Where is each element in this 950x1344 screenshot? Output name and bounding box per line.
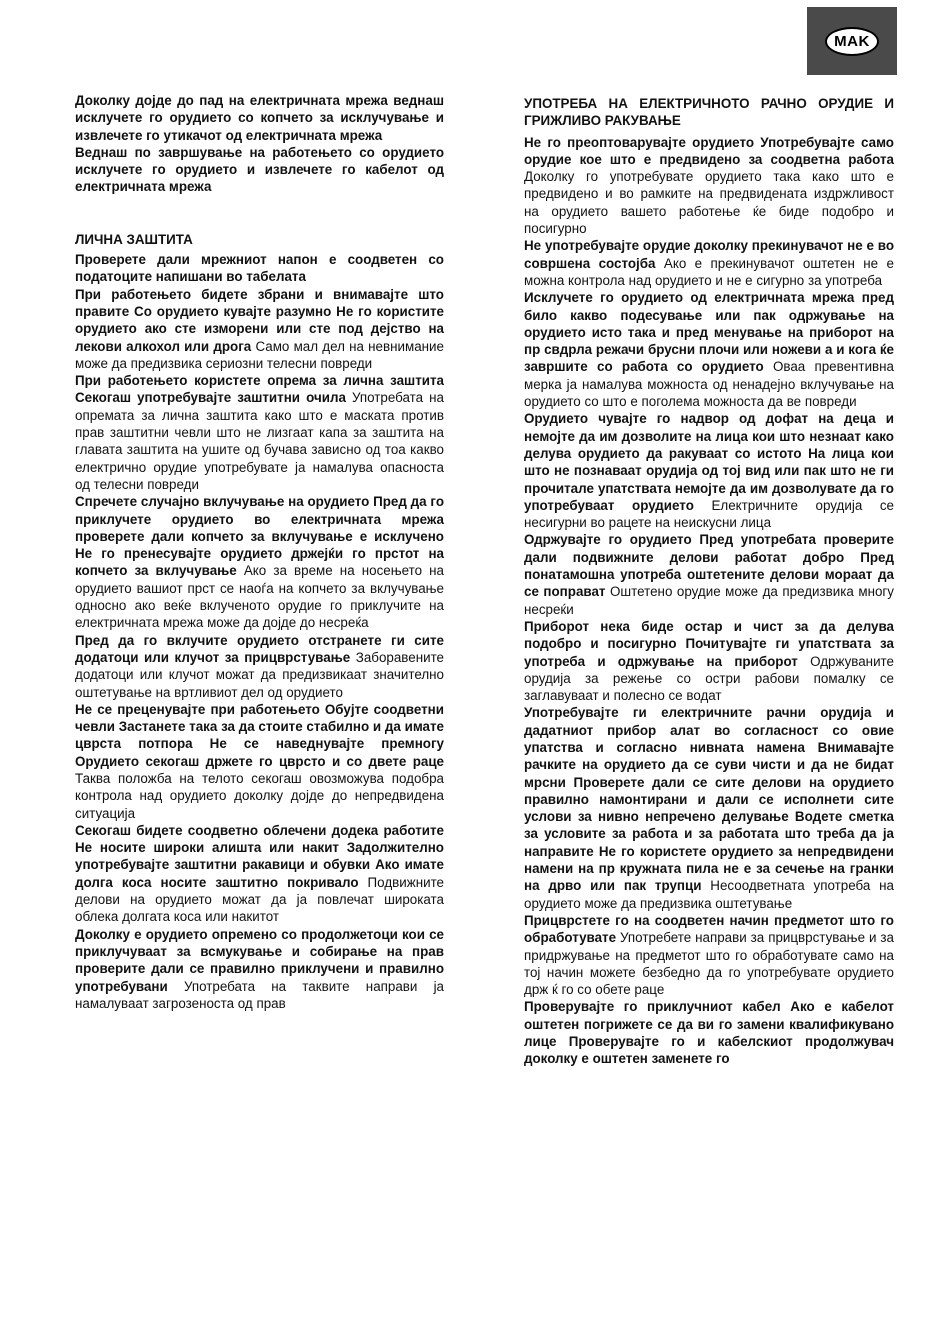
paragraph: При работењето користете опрема за лична заштита Секогаш употребувајте заштитни очила Употребата на опремата за лична заштита како што е маската против прав заштитни чевли што не лизгаат капа за заштита на главата заштита на ушите од бучава зависно од тоа какво електрично орудие употребувате ја намалува опасноста од телесни повреди: [75, 373, 444, 492]
paragraph: Одржувајте го орудието Пред употребата проверите дали подвижните делови работат добро Пред понатамошна употреба оштетените делови мораат да се поправат Оштетено орудие може да предизвика многу несреќи: [524, 532, 894, 617]
paragraph: Прицврстете го на соодветен начин предметот што го обработувате Употребете направи за прицврстување и за придржување на предметот што го обработувате само на тој начин можете безбедно да го употребувате орудието држ ќ го со обете раце: [524, 912, 894, 998]
paragraph: Спречете случајно вклучување на орудието Пред да го приклучете орудието во електричната мрежа проверете дали копчето за вклучување е исклучено Не го пренесувајте орудието држејќи го прстот на копчето за вклучување Ако за време на носењето на орудието вашиот прст се наоѓа на копчето за вклучување односно ако веќе вклученото орудие го приклучите на електричната мрежа може да дојде до несреќа: [75, 494, 444, 631]
paragraph: Употребувајте ги електричните рачни орудија и дадатниот прибор алат во согласност со овие упатства и согласно нивната намена Внимавајте рачките на орудието да се суви чисти и да не бидат мрсни Проверете дали се сите делови на орудието правилно намонтирани и дали се исполнети сите услови за нивно непречено делување Водете сметка за условите за работа и за работата што треба да ја направите Не го користете орудието за непредвидени намени на пр кружната пила не е за сечење на гранки на дрво или пак трупци Несоодветната употреба на орудието може да предизвика оштетување: [524, 705, 894, 911]
paragraph: Секогаш бидете соодветно облечени додека работите Не носите широки алишта или накит Задолжително употребувајте заштитни ракавици и обувки Ако имате долга коса носите заштитно покривало Подвижните делови на орудието можат да ја повлечат широката облека долгата коса или накитот: [75, 822, 445, 925]
paragraph: Исклучете го орудието од електричната мрежа пред било какво подесување или пак одржување на орудието исто така и пред менување на приборот на пр свдрла режачи брусни плочи или ножеви а и кога ќе завршите со работа со орудието Оваа превентивна мерка ја намалува можноста од ненадејно вклучување на орудието со што е поголема можноста да ве повреди: [524, 290, 894, 410]
language-tab: [807, 7, 897, 75]
paragraph: Доколку дојде до пад на електричната мрежа веднаш исклучете го орудието со копчето за исклучување и извлечете го утикачот од електричната мрежа: [75, 93, 444, 143]
section-heading: ЛИЧНА ЗАШТИТА: [75, 231, 193, 247]
section-heading: УПОТРЕБА НА ЕЛЕКТРИЧНОТО РАЧНО ОРУДИЕ И ГРИЖЛИВО РАКУВАЊЕ: [524, 96, 894, 129]
left-column: [75, 92, 444, 1012]
paragraph: Веднаш по завршување на работењето со орудието исклучете го орудието и извлечете го кабелот од електричната мрежа: [75, 144, 444, 195]
paragraph: Доколку е орудието опремено со продолжетоци кои се приклучуваат за всмукување и собирање на прав проверите дали се правилно приклучени и правилно употребувани Употребата на таквите направи ја намалуваат загрозеноста од прав: [75, 926, 444, 1011]
paragraph: Пред да го вклучите орудието отстранете ги сите додатоци или клучот за прицврстување Заборавените додатоци или клучот можат да предизвикаат значително оштетување на вртливиот дел од орудието: [75, 632, 445, 700]
paragraph: Проверувајте го приклучниот кабел Ако е кабелот оштетен погрижете се да ви го замени квалификувано лице Проверувајте го и кабелскиот продолжувач доколку е оштетен заменете го: [524, 999, 894, 1067]
language-badge: MAK: [825, 27, 879, 56]
paragraph: Не употребувајте орудие доколку прекинувачот не е во совршена состојба Ако е прекинувачот оштетен не е можна контрола над орудието и не е сигурно за употреба: [524, 238, 894, 288]
paragraph: При работењето бидете збрани и внимавајте што правите Со орудието кувајте разумно Не го користите орудието ако сте изморени или сте под дејство на лекови алкохол или дрога Само мал дел на невнимание може да предизвика сериозни телесни повреди: [75, 286, 444, 371]
paragraph: Орудието чувајте го надвор од дофат на деца и немојте да им дозволите на лица кои што незнаат како делува орудието да ракуваат со истото На лица кои што не познаваат орудија од тој вид или пак што не ги прочитале упатствата немојте да им дозволувате да го употребуваат орудието Електричните орудија се несигурни во рацете на неискусни лица: [524, 411, 894, 531]
paragraph: Не го преоптоварувајте орудието Употребувајте само орудие кое што е предвидено за соодветна работа Доколку го употребувате орудието така како што е предвидено и во рамките на предвидената издржливост на орудието вашето работење ќе биде подобро и посигурно: [524, 134, 894, 237]
paragraph: Проверете дали мрежниот напон е соодветен со податоците напишани во табелата: [75, 252, 444, 285]
right-column: [524, 95, 894, 1068]
paragraph: Не се преценувајте при работењето Обујте соодветни чевли Застанете така за да стоите стабилно и да имате цврста потпора Не се наведнувајте премногу Орудието секогаш држете го цврсто и со двете раце Таква положба на телото секогаш овозможува подобра контрола над орудието доколку дојде до непредвидена ситуација: [75, 701, 444, 821]
paragraph: Приборот нека биде остар и чист за да делува подобро и посигурно Почитувајте ги упатствата за употреба и одржување на приборот Одржуваните орудија за режење со остри рабови помалку се заглавуваат и полесно се водат: [524, 618, 894, 704]
